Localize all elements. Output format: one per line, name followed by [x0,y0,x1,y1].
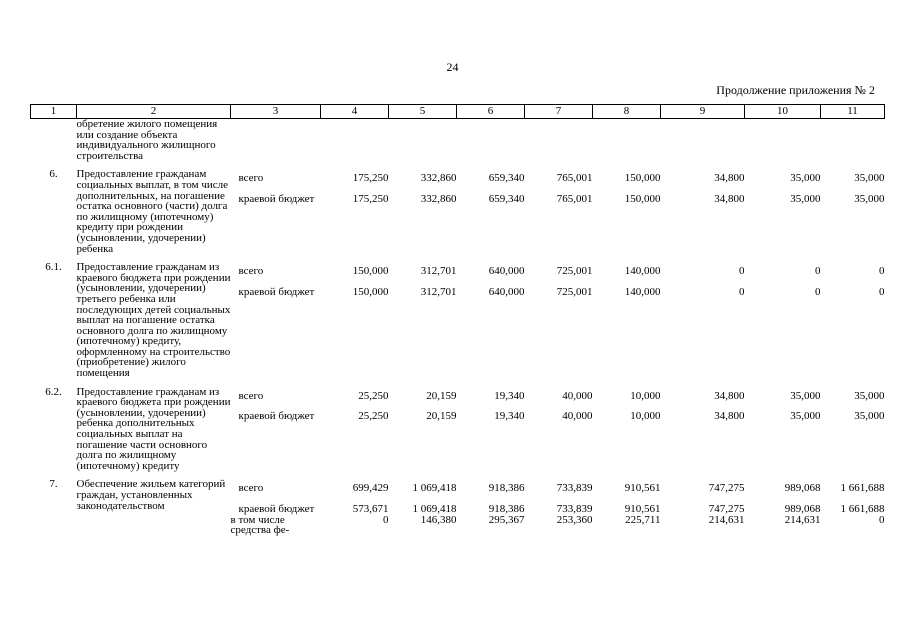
value-cell: 725,001 [556,265,593,278]
column-header: 8 [593,105,661,119]
value-cell: 35,000 [854,172,885,185]
column-header: 4 [321,105,389,119]
value-cell: 253,360 [556,513,593,526]
column-header: 7 [525,105,593,119]
value-cell: 35,000 [790,389,821,402]
value-cell: 1 069,418 [412,503,457,515]
table-row [31,479,885,514]
column-number-row [31,105,885,119]
value-cell: 0 [879,513,885,526]
table-row [31,387,885,472]
value-cell: 40,000 [562,389,593,402]
value-cell: 34,800 [714,172,745,185]
value-cell: 175,250 [352,192,389,205]
value-cell: 150,000 [352,285,389,298]
source-label: краевой бюджет [238,503,315,515]
column-header: 10 [745,105,821,119]
source-label: всего [238,172,264,185]
value-cell: 573,671 [352,503,389,515]
value-cell: 1 069,418 [412,482,457,495]
value-cell: 214,631 [708,513,745,526]
value-cell: 0 [739,285,745,298]
value-cell: 989,068 [784,482,821,495]
column-header: 11 [821,105,885,119]
value-cell: 312,701 [420,265,457,278]
value-cell: 20,159 [426,389,457,402]
value-cell: 733,839 [556,503,593,515]
source-label: краевой бюджет [238,192,315,205]
value-cell: 1 661,688 [840,503,885,515]
value-cell: 35,000 [854,389,885,402]
value-cell: 0 [815,285,821,298]
value-cell: 10,000 [630,410,661,423]
value-cell: 34,800 [714,410,745,423]
value-cell: 659,340 [488,192,525,205]
item-name: Предоставление гражданам социальных выплат, в том числе дополнительных, на погашение остатка основного (части) долга по жилищному (ипотечному) кредиту при рождении (усыновлении, удочерении) ребенка [76,168,228,255]
table-row [31,515,885,536]
program-table [30,104,885,536]
source-label: всего [238,389,264,402]
source-label: в том числе средства фе- [230,513,290,537]
value-cell: 733,839 [556,482,593,495]
value-cell: 34,800 [714,389,745,402]
table-row [31,262,885,379]
column-header: 2 [77,105,231,119]
value-cell: 765,001 [556,172,593,185]
value-cell: 35,000 [790,172,821,185]
value-cell: 918,386 [488,482,525,495]
value-cell: 34,800 [714,192,745,205]
value-cell: 19,340 [494,389,525,402]
value-cell: 0 [879,265,885,278]
value-cell: 0 [739,265,745,278]
column-header: 5 [389,105,457,119]
source-label: краевой бюджет [238,285,315,298]
value-cell: 150,000 [624,172,661,185]
value-cell: 40,000 [562,410,593,423]
value-cell: 140,000 [624,285,661,298]
value-cell: 25,250 [358,389,389,402]
value-cell: 910,561 [624,503,661,515]
value-cell: 332,860 [420,192,457,205]
value-cell: 765,001 [556,192,593,205]
item-name: Предоставление гражданам из краевого бюджета при рождении (усыновлении, удочерении) третьего ребенка или последующих детей социальных выплат на погашение остатка основного долга по жилищному (ипотечному) кредиту, оформленному на строительство (приобретение) жилого помещения [76,261,231,380]
value-cell: 640,000 [488,265,525,278]
value-cell: 1 661,688 [840,482,885,495]
item-name: Обеспечение жильем категорий граждан, установленных законодательством [76,478,226,512]
column-header: 9 [661,105,745,119]
source-label: всего [238,265,264,278]
row-number: 7. [49,478,58,491]
row-number: 6.2. [45,385,62,398]
value-cell: 918,386 [488,503,525,515]
value-cell: 10,000 [630,389,661,402]
value-cell: 150,000 [624,192,661,205]
value-cell: 312,701 [420,285,457,298]
value-cell: 699,429 [352,482,389,495]
table-row [31,169,885,254]
value-cell: 35,000 [854,410,885,423]
value-cell: 747,275 [708,503,745,515]
value-cell: 225,711 [625,513,661,526]
column-header: 6 [457,105,525,119]
value-cell: 332,860 [420,172,457,185]
page-number: 24 [446,60,459,74]
source-label: всего [238,482,264,495]
value-cell: 214,631 [784,513,821,526]
value-cell: 659,340 [488,172,525,185]
value-cell: 910,561 [624,482,661,495]
continuation-label: Продолжение приложения № 2 [716,83,875,97]
value-cell: 640,000 [488,285,525,298]
value-cell: 140,000 [624,265,661,278]
row-number: 6.1. [45,261,62,274]
value-cell: 35,000 [854,192,885,205]
value-cell: 175,250 [352,172,389,185]
value-cell: 20,159 [426,410,457,423]
value-cell: 146,380 [420,513,457,526]
value-cell: 295,367 [488,513,525,526]
value-cell: 19,340 [494,410,525,423]
column-header: 1 [31,105,77,119]
value-cell: 35,000 [790,410,821,423]
value-cell: 150,000 [352,265,389,278]
item-name: обретение жилого помещения или создание объекта индивидуального жилищного строительства [76,118,218,162]
value-cell: 0 [383,513,389,526]
value-cell: 0 [815,265,821,278]
row-number: 6. [49,168,58,181]
source-label: краевой бюджет [238,410,315,423]
value-cell: 747,275 [708,482,745,495]
value-cell: 0 [879,285,885,298]
column-header: 3 [231,105,321,119]
value-cell: 25,250 [358,410,389,423]
value-cell: 35,000 [790,192,821,205]
value-cell: 989,068 [784,503,821,515]
table-row [31,119,885,162]
value-cell: 725,001 [556,285,593,298]
item-name: Предоставление гражданам из краевого бюджета при рождении (усыновлении, удочерении) ребенка дополнительных социальных выплат на погашение части основного долга по жилищному (ипотечному) кредиту [76,385,231,472]
